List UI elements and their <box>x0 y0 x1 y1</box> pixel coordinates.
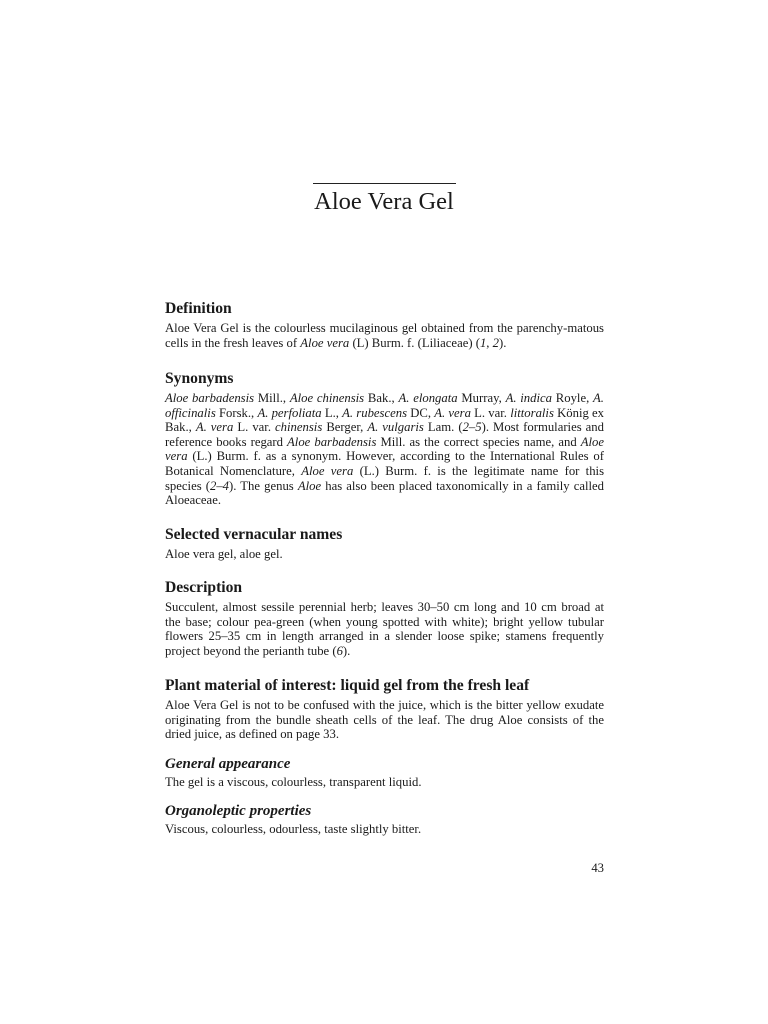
vernacular-section <box>165 523 604 562</box>
description-heading: Description <box>165 579 243 596</box>
plant-material-heading: Plant material of interest: liquid gel from the fresh leaf <box>165 677 530 694</box>
synonyms-text: Aloe barbadensis Mill., Aloe chinensis Bak., A. elongata Murray, A. indica Royle, A. officinalis Forsk., A. perfoliata L., A. rubescens DC, A. vera L. var. littoralis König ex Bak., A. vera L. var. chinensis Berger, A. vulgaris Lam. (2–5). Most formularies and reference books regard Aloe barbadensis Mill. as the correct species name, and Aloe vera (L.) Burm. f. as a synonym. However, according to the International Rules of Botanical Nomenclature, Aloe vera (L.) Burm. f. is the legitimate name for this species (2–4). The genus Aloe has also been placed taxonomically in a family called Aloeaceae. <box>165 391 605 508</box>
page-number: 43 <box>591 861 604 875</box>
definition-section <box>165 297 604 350</box>
vernacular-text: Aloe vera gel, aloe gel. <box>165 547 283 561</box>
synonyms-section <box>165 367 604 508</box>
vernacular-heading: Selected vernacular names <box>165 526 343 543</box>
organoleptic-section <box>165 800 604 837</box>
synonyms-heading: Synonyms <box>165 370 234 387</box>
organoleptic-heading: Organoleptic properties <box>165 803 312 819</box>
plant-material-text: Aloe Vera Gel is not to be confused with the juice, which is the bitter yellow exudate originating from the bundle sheath cells of the leaf. The drug Aloe consists of the dried juice, as defined on page 33. <box>165 698 604 742</box>
definition-text: Aloe Vera Gel is the colourless mucilaginous gel obtained from the parenchy-matous cells in the fresh leaves of Aloe vera (L) Burm. f. (Liliaceae) (1, 2). <box>165 321 604 350</box>
page-title: Aloe Vera Gel <box>314 188 454 215</box>
general-appearance-text: The gel is a viscous, colourless, transparent liquid. <box>165 775 422 789</box>
organoleptic-text: Viscous, colourless, odourless, taste slightly bitter. <box>165 822 422 836</box>
general-appearance-section <box>165 753 604 790</box>
title-rule <box>313 183 456 184</box>
plant-material-section <box>165 674 604 742</box>
general-appearance-heading: General appearance <box>165 756 291 772</box>
description-text: Succulent, almost sessile perennial herb; leaves 30–50 cm long and 10 cm broad at the base; colour pea-green (when young spotted with white); bright yellow tubular flowers 25–35 cm in length arranged in a slender loose spike; stamens frequently project beyond the perianth tube (6). <box>165 600 604 658</box>
definition-heading: Definition <box>165 300 232 317</box>
description-section <box>165 576 604 658</box>
